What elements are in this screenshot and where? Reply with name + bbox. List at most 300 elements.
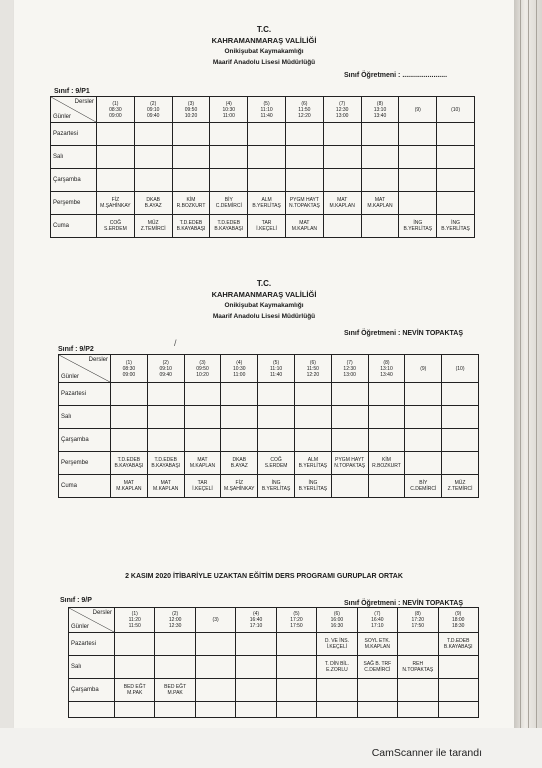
period-header-cell: [399, 97, 437, 123]
lesson-cell: [258, 406, 295, 429]
period-start: 11:50: [298, 106, 311, 113]
teacher-name: R.BOZKURT: [372, 463, 401, 469]
teacher-name: B.AYAZ: [144, 203, 162, 209]
period-start: 09:10: [146, 106, 160, 113]
lesson-cell: [438, 656, 478, 679]
lesson-cell: [437, 146, 475, 169]
period-header-cell: [294, 355, 331, 383]
lesson-cell: [357, 702, 397, 718]
day-row: [69, 679, 479, 702]
period-header-cell: [155, 608, 195, 633]
period-end: 09:40: [159, 371, 172, 378]
lesson-cell: [221, 429, 258, 452]
lesson-cell: [236, 656, 276, 679]
teacher-name: B.YERLİTAŞ: [261, 486, 291, 492]
period-header-cell: [195, 608, 235, 633]
lesson-cell: [442, 383, 479, 406]
period-header-cell: [134, 97, 172, 123]
period-n: (5): [293, 611, 300, 617]
period-end: 12:30: [168, 623, 182, 629]
lesson-cell: [331, 383, 368, 406]
lesson-name: KİM: [382, 457, 391, 463]
lesson-cell: [147, 429, 184, 452]
lesson-cell: [437, 169, 475, 192]
lesson-name: İNG: [413, 220, 423, 226]
lesson-cell: [317, 656, 357, 679]
lesson-cell: [147, 452, 184, 475]
period-end: 11:40: [260, 112, 273, 119]
period-end: 09:40: [146, 112, 160, 119]
lesson-cell: [437, 192, 475, 215]
period-n: (3): [212, 617, 219, 623]
lesson-cell: [184, 475, 221, 498]
lesson-cell: [405, 406, 442, 429]
lesson-cell: [276, 679, 316, 702]
lesson-cell: [184, 383, 221, 406]
lesson-cell: [210, 146, 248, 169]
period-n: (6): [309, 359, 316, 366]
lesson-name: T.D.EDEB: [117, 457, 141, 463]
lesson-cell: [172, 169, 210, 192]
lesson-cell: [147, 383, 184, 406]
day-label: Perşembe: [51, 192, 97, 215]
period-end: 13:40: [380, 371, 393, 378]
lesson-name: SAĞ B. TRF: [363, 661, 392, 667]
lesson-cell: [195, 702, 235, 718]
lesson-cell: [248, 146, 286, 169]
teacher-name: Z.TEMİRCİ: [140, 226, 166, 232]
period-start: 12:00: [168, 617, 182, 623]
lesson-cell: [111, 406, 148, 429]
teacher-name: İ.KEÇELİ: [256, 226, 277, 232]
day-label: Pazartesi: [59, 383, 111, 406]
teacher-name: B.YERLİTAŞ: [441, 226, 470, 232]
lesson-name: T. DİN BİL.: [324, 661, 349, 667]
day-label: Cuma: [51, 215, 97, 238]
day-label: Çarşamba: [59, 429, 111, 452]
period-start: 11:50: [306, 365, 319, 372]
day-row: [59, 406, 479, 429]
period-header-cell: [184, 355, 221, 383]
lesson-cell: [442, 429, 479, 452]
lesson-name: TAR: [261, 220, 272, 226]
period-n: (9): [420, 365, 427, 372]
period-start: 09:50: [196, 365, 209, 372]
lesson-cell: [398, 702, 438, 718]
lesson-cell: [195, 656, 235, 679]
period-n: (4): [225, 100, 232, 107]
page-binding: [514, 0, 542, 728]
day-row: [69, 656, 479, 679]
period-header-cell: [323, 97, 361, 123]
lesson-cell: [399, 123, 437, 146]
lesson-cell: [323, 169, 361, 192]
period-n: (2): [162, 359, 169, 366]
doc2-header-line: Onikişubat Kaymakamlığı: [224, 302, 304, 309]
lesson-cell: [115, 679, 155, 702]
lesson-cell: [258, 475, 295, 498]
period-n: (6): [301, 100, 308, 107]
lesson-name: COĞ: [109, 220, 122, 226]
lesson-cell: [258, 429, 295, 452]
doc3-schedule-table: [68, 607, 479, 718]
lesson-cell: [437, 123, 475, 146]
period-start: 09:50: [184, 106, 198, 113]
teacher-name: M.KAPLAN: [364, 644, 390, 650]
period-n: (1): [112, 100, 119, 107]
lesson-name: ALM: [307, 457, 319, 463]
day-row: [51, 192, 475, 215]
lesson-cell: [248, 123, 286, 146]
lesson-cell: [111, 475, 148, 498]
lesson-cell: [442, 406, 479, 429]
period-end: 11:00: [233, 371, 246, 378]
period-end: 09:00: [122, 371, 136, 378]
period-start: 18:00: [451, 617, 465, 623]
lesson-cell: [155, 679, 195, 702]
lesson-name: MAT: [197, 457, 208, 463]
day-row: [59, 452, 479, 475]
doc2-teacher-label: Sınıf Öğretmeni : NEVİN TOPAKTAŞ: [344, 330, 464, 337]
day-label: Salı: [69, 656, 115, 679]
teacher-name: Z.TEMİRCİ: [447, 486, 473, 492]
teacher-name: S.ERDEM: [104, 226, 127, 232]
lesson-name: BED EĞT: [123, 684, 146, 690]
lesson-name: MAT: [374, 197, 386, 203]
period-start: 10:30: [222, 106, 236, 113]
period-header-cell: [210, 97, 248, 123]
lesson-name: BİY: [419, 480, 428, 486]
lesson-cell: [361, 123, 399, 146]
period-start: 11:10: [260, 106, 273, 113]
lesson-cell: [317, 633, 357, 656]
period-n: (3): [187, 100, 195, 107]
lesson-cell: [115, 656, 155, 679]
period-header-cell: [115, 608, 155, 633]
lesson-cell: [357, 656, 397, 679]
lesson-cell: [331, 452, 368, 475]
period-n: (10): [451, 106, 461, 113]
lesson-cell: [399, 215, 437, 238]
lesson-cell: [285, 169, 323, 192]
lesson-cell: [323, 123, 361, 146]
lesson-name: T.D.EDEB: [446, 638, 470, 644]
teacher-name: M.PAK: [127, 690, 143, 696]
period-n: (2): [150, 100, 157, 107]
doc1-header-line: Maarif Anadolu Lisesi Müdürlüğü: [212, 59, 316, 66]
period-start: 17:20: [411, 617, 425, 623]
lesson-cell: [195, 679, 235, 702]
teacher-name: C.DEMİRCİ: [410, 486, 437, 492]
lesson-cell: [221, 406, 258, 429]
header-row: [69, 608, 479, 633]
lesson-cell: [331, 429, 368, 452]
doc1-header-line: T.C.: [256, 25, 272, 34]
lesson-cell: [405, 475, 442, 498]
lesson-cell: [172, 123, 210, 146]
period-header-cell: [368, 355, 405, 383]
period-header-cell: [221, 355, 258, 383]
lesson-cell: [368, 383, 405, 406]
period-n: (4): [252, 611, 260, 617]
period-start: 13:10: [373, 106, 387, 113]
teacher-name: M.ŞAHİNKAY: [100, 203, 131, 209]
teacher-name: S.ERDEM: [264, 463, 288, 469]
lesson-name: MAT: [123, 480, 134, 486]
lesson-cell: [368, 406, 405, 429]
period-header-cell: [258, 355, 295, 383]
period-n: (3): [199, 359, 206, 366]
day-row: [51, 146, 475, 169]
period-end: 17:50: [411, 623, 425, 629]
lesson-cell: [155, 656, 195, 679]
day-label: Salı: [59, 406, 111, 429]
lesson-cell: [437, 215, 475, 238]
lesson-cell: [438, 679, 478, 702]
lesson-name: TAR: [197, 480, 208, 486]
doc2-header: [14, 278, 514, 322]
period-n: (7): [339, 100, 346, 107]
doc3-teacher-label: Sınıf Öğretmeni : NEVİN TOPAKTAŞ: [344, 600, 464, 607]
lesson-name: FİZ: [111, 197, 120, 203]
teacher-name: B.KAYABAŞI: [214, 226, 244, 232]
lesson-cell: [221, 475, 258, 498]
period-end: 13:00: [343, 371, 356, 378]
day-row: [59, 383, 479, 406]
day-label: Çarşamba: [51, 169, 97, 192]
day-label: Perşembe: [59, 452, 111, 475]
teacher-name: İ.KEÇELİ: [326, 644, 348, 650]
period-start: 16:40: [371, 617, 384, 623]
period-n: (8): [414, 611, 421, 617]
lesson-cell: [276, 633, 316, 656]
teacher-name: B.AYAZ: [230, 463, 248, 469]
period-n: (10): [455, 365, 465, 372]
lesson-cell: [361, 192, 399, 215]
period-end: 11:00: [222, 112, 235, 119]
period-n: (9): [414, 106, 421, 113]
period-start: 08:30: [122, 365, 136, 372]
lesson-cell: [399, 169, 437, 192]
lesson-name: SOYL ETK.: [364, 638, 391, 644]
lesson-cell: [134, 192, 172, 215]
teacher-name: E.ZORLU: [326, 667, 348, 673]
lesson-cell: [210, 169, 248, 192]
doc1-class-label: Sınıf : 9/P1: [54, 88, 90, 95]
teacher-name: N.TOPAKTAŞ: [334, 463, 366, 469]
header-corner-cell: [51, 97, 97, 123]
doc2-schedule-table: [58, 354, 479, 498]
day-row: [59, 475, 479, 498]
lesson-cell: [398, 633, 438, 656]
lesson-cell: [221, 383, 258, 406]
day-row: [69, 633, 479, 656]
lesson-cell: [184, 429, 221, 452]
lesson-name: MÜZ: [147, 220, 159, 226]
teacher-name: N.TOPAKTAŞ: [288, 203, 320, 209]
lesson-cell: [294, 406, 331, 429]
teacher-name: B.KAYABAŞI: [176, 226, 206, 232]
lesson-cell: [210, 192, 248, 215]
period-n: (4): [236, 359, 243, 366]
scanned-page: [14, 0, 514, 728]
lesson-name: T.D.EDEB: [154, 457, 177, 463]
header-corner-cell: [69, 608, 115, 633]
teacher-name: M.ŞAHİNKAY: [224, 486, 255, 492]
doc1-header-line: KAHRAMANMARAŞ VALİLİĞİ: [211, 36, 317, 45]
lesson-cell: [317, 702, 357, 718]
day-row: [69, 702, 479, 718]
teacher-name: B.KAYABAŞI: [151, 463, 181, 469]
lesson-name: DKAB: [232, 457, 247, 463]
lesson-cell: [172, 192, 210, 215]
lesson-cell: [294, 452, 331, 475]
period-start: 09:10: [159, 365, 172, 372]
period-start: 08:30: [109, 106, 122, 113]
period-end: 13:00: [335, 112, 349, 119]
lesson-cell: [97, 146, 135, 169]
teacher-name: B.KAYABAŞI: [443, 644, 473, 650]
lesson-name: T.D.EDEB: [179, 220, 203, 226]
lesson-cell: [331, 406, 368, 429]
doc3-class-label: Sınıf : 9/P: [60, 597, 92, 604]
lesson-cell: [361, 169, 399, 192]
lesson-cell: [294, 475, 331, 498]
lesson-cell: [236, 679, 276, 702]
teacher-name: M.KAPLAN: [367, 203, 393, 209]
lesson-cell: [115, 702, 155, 718]
lesson-name: İNG: [308, 480, 318, 486]
lesson-cell: [405, 429, 442, 452]
period-end: 18:30: [451, 623, 465, 629]
lesson-cell: [438, 702, 478, 718]
period-header-cell: [285, 97, 323, 123]
period-end: 09:00: [109, 112, 122, 119]
teacher-name: M.PAK: [167, 690, 183, 696]
period-start: 16:00: [330, 617, 344, 623]
lesson-cell: [111, 383, 148, 406]
teacher-name: M.KAPLAN: [189, 463, 216, 469]
lesson-name: MAT: [299, 220, 310, 226]
period-start: 11:20: [128, 617, 141, 623]
period-header-cell: [111, 355, 148, 383]
period-end: 17:10: [371, 623, 384, 629]
teacher-name: M.KAPLAN: [116, 486, 142, 492]
day-row: [59, 429, 479, 452]
period-end: 17:50: [290, 623, 303, 629]
header-row: [59, 355, 479, 383]
day-label: Salı: [51, 146, 97, 169]
teacher-name: M.KAPLAN: [329, 203, 355, 209]
period-header-cell: [276, 608, 316, 633]
lesson-cell: [405, 383, 442, 406]
lesson-cell: [221, 452, 258, 475]
lesson-cell: [134, 146, 172, 169]
corner-lessons-label: Dersler: [88, 357, 108, 363]
period-n: (8): [383, 359, 390, 366]
period-end: 13:40: [373, 112, 387, 119]
doc3-title: 2 KASIM 2020 İTİBARİYLE UZAKTAN EĞİTİM DERS PROGRAMI GURUPLAR ORTAK: [125, 573, 403, 580]
teacher-name: B.YERLİTAŞ: [252, 203, 281, 209]
lesson-cell: [134, 123, 172, 146]
lesson-cell: [155, 702, 195, 718]
period-header-cell: [97, 97, 135, 123]
lesson-name: PYGM HAYT: [335, 457, 365, 463]
lesson-cell: [184, 406, 221, 429]
lesson-name: MAT: [337, 197, 348, 203]
period-end: 12:20: [306, 371, 320, 378]
header-row: [51, 97, 475, 123]
lesson-cell: [285, 215, 323, 238]
day-label: Pazartesi: [51, 123, 97, 146]
period-end: 10:20: [184, 112, 198, 119]
period-header-cell: [398, 608, 438, 633]
lesson-cell: [357, 633, 397, 656]
period-header-cell: [361, 97, 399, 123]
lesson-cell: [248, 169, 286, 192]
lesson-cell: [236, 633, 276, 656]
lesson-cell: [399, 192, 437, 215]
lesson-cell: [442, 452, 479, 475]
period-start: 16:40: [249, 617, 263, 623]
lesson-name: D. VE İNS.: [324, 638, 349, 644]
lesson-cell: [115, 633, 155, 656]
lesson-cell: [210, 123, 248, 146]
doc2-header-line: KAHRAMANMARAŞ VALİLİĞİ: [211, 290, 317, 299]
period-start: 11:10: [270, 365, 283, 372]
period-end: 11:50: [128, 623, 141, 629]
period-n: (5): [273, 359, 280, 366]
lesson-name: BED EĞT: [164, 684, 187, 690]
lesson-cell: [323, 192, 361, 215]
corner-days-label: Günler: [71, 624, 90, 630]
corner-days-label: Günler: [61, 374, 80, 380]
lesson-name: REH: [412, 661, 424, 667]
lesson-cell: [442, 475, 479, 498]
period-end: 12:20: [298, 112, 311, 119]
period-start: 12:30: [335, 106, 349, 113]
lesson-cell: [361, 215, 399, 238]
lesson-cell: [276, 656, 316, 679]
lesson-cell: [147, 475, 184, 498]
period-end: 10:20: [196, 371, 209, 378]
teacher-name: B.YERLİTAŞ: [298, 463, 328, 469]
teacher-name: B.KAYABAŞI: [114, 463, 144, 469]
doc1-header-line: Onikişubat Kaymakamlığı: [224, 48, 304, 55]
lesson-cell: [210, 215, 248, 238]
period-n: (8): [376, 100, 384, 107]
lesson-cell: [172, 215, 210, 238]
day-row: [51, 215, 475, 238]
lesson-name: PYGM HAYT: [289, 197, 319, 203]
period-header-cell: [438, 608, 478, 633]
header-corner-cell: [59, 355, 111, 383]
corner-lessons-label: Dersler: [92, 610, 112, 616]
lesson-name: İNG: [271, 480, 281, 486]
period-header-cell: [442, 355, 479, 383]
teacher-name: R.BOZKURT: [176, 203, 206, 209]
lesson-cell: [248, 215, 286, 238]
lesson-name: COĞ: [270, 457, 282, 463]
period-n: (6): [333, 611, 340, 617]
teacher-name: M.KAPLAN: [291, 226, 318, 232]
lesson-cell: [248, 192, 286, 215]
lesson-name: T.D.EDEB: [217, 220, 241, 226]
period-n: (7): [346, 359, 353, 366]
lesson-cell: [285, 146, 323, 169]
lesson-cell: [405, 452, 442, 475]
lesson-name: DKAB: [146, 197, 160, 203]
